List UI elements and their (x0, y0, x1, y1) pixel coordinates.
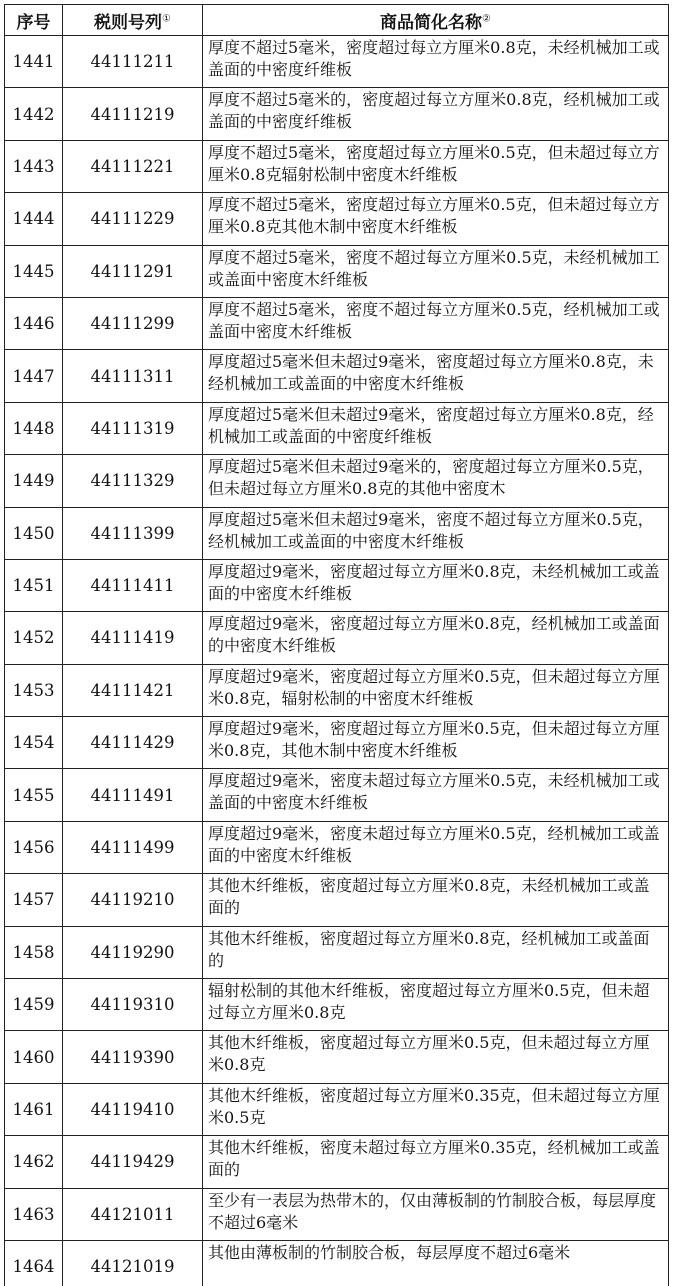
cell-product-name (203, 36, 669, 88)
cell-serial-no: 1441 (5, 36, 63, 88)
cell-tariff-code: 44119290 (63, 926, 203, 978)
cell-tariff-code: 44111211 (63, 36, 203, 88)
cell-product-name (203, 821, 669, 873)
cell-product-name (203, 193, 669, 245)
table-row (5, 664, 669, 716)
cell-serial-no: 1463 (5, 1188, 63, 1240)
table-row (5, 297, 669, 349)
tariff-table (4, 4, 669, 1286)
cell-serial-no: 1452 (5, 612, 63, 664)
cell-tariff-code: 44119210 (63, 874, 203, 926)
cell-product-name (203, 507, 669, 559)
cell-product-name (203, 717, 669, 769)
cell-tariff-code: 44119310 (63, 979, 203, 1031)
footnote-mark-2: ② (482, 12, 491, 24)
cell-product-name (203, 612, 669, 664)
cell-serial-no: 1453 (5, 664, 63, 716)
cell-product-name (203, 1083, 669, 1135)
cell-product-name (203, 402, 669, 454)
cell-tariff-code: 44111219 (63, 88, 203, 140)
cell-serial-no: 1457 (5, 874, 63, 926)
product-name-text: 厚度超过5毫米但未超过9毫米，密度超过每立方厘米0.8克，未经机械加工或盖面的中密度木纤维板 (208, 352, 654, 394)
cell-serial-no: 1447 (5, 350, 63, 402)
cell-product-name (203, 926, 669, 978)
table-row (5, 455, 669, 507)
table-row (5, 36, 669, 88)
cell-product-name (203, 140, 669, 192)
cell-serial-no: 1456 (5, 821, 63, 873)
table-row (5, 874, 669, 926)
product-name-text: 厚度超过9毫米，密度超过每立方厘米0.5克，但未超过每立方厘米0.8克，其他木制中密度木纤维板 (208, 719, 660, 761)
cell-tariff-code: 44111319 (63, 402, 203, 454)
cell-tariff-code: 44111419 (63, 612, 203, 664)
product-name-text: 厚度超过5毫米但未超过9毫米，密度不超过每立方厘米0.5克，经机械加工或盖面的中密度木纤维板 (208, 509, 654, 551)
header-tariff-code-label: 税则号列 (94, 12, 163, 33)
cell-serial-no: 1451 (5, 559, 63, 611)
cell-tariff-code: 44111329 (63, 455, 203, 507)
header-product-name-label: 商品简化名称 (380, 12, 483, 33)
cell-tariff-code: 44121019 (63, 1240, 203, 1286)
product-name-text: 其他木纤维板，密度未超过每立方厘米0.35克，经机械加工或盖面的 (208, 1138, 660, 1180)
cell-serial-no: 1448 (5, 402, 63, 454)
cell-product-name (203, 559, 669, 611)
table-row (5, 717, 669, 769)
table-row (5, 140, 669, 192)
cell-serial-no: 1446 (5, 297, 63, 349)
product-name-text: 厚度超过9毫米，密度超过每立方厘米0.8克，未经机械加工或盖面的中密度木纤维板 (208, 561, 660, 603)
product-name-text: 厚度不超过5毫米，密度超过每立方厘米0.5克，但未超过每立方厘米0.8克其他木制中密度木纤维板 (208, 195, 660, 237)
header-serial-no (5, 5, 63, 36)
cell-tariff-code: 44111229 (63, 193, 203, 245)
cell-serial-no: 1454 (5, 717, 63, 769)
table-body (5, 36, 669, 1286)
cell-product-name (203, 664, 669, 716)
cell-tariff-code: 44111221 (63, 140, 203, 192)
table-row-last (5, 1240, 669, 1286)
product-name-text: 其他木纤维板，密度超过每立方厘米0.5克，但未超过每立方厘米0.8克 (208, 1033, 650, 1075)
cell-tariff-code: 44111399 (63, 507, 203, 559)
cell-product-name (203, 297, 669, 349)
cell-product-name (203, 245, 669, 297)
footnote-mark-1: ① (162, 12, 171, 24)
product-name-text: 厚度不超过5毫米，密度不超过每立方厘米0.5克，未经机械加工或盖面中密度木纤维板 (208, 247, 660, 289)
product-name-text: 厚度不超过5毫米，密度不超过每立方厘米0.5克，经机械加工或盖面中密度木纤维板 (208, 299, 660, 341)
header-product-name (203, 5, 669, 36)
product-name-text: 厚度超过9毫米，密度未超过每立方厘米0.5克，未经机械加工或盖面的中密度木纤维板 (208, 771, 660, 813)
table-row (5, 821, 669, 873)
product-name-text: 辐射松制的其他木纤维板，密度超过每立方厘米0.5克，但未超过每立方厘米0.8克 (208, 981, 650, 1023)
table-row (5, 1188, 669, 1240)
cell-tariff-code: 44111499 (63, 821, 203, 873)
product-name-text: 厚度超过9毫米，密度超过每立方厘米0.5克，但未超过每立方厘米0.8克，辐射松制的中密度木纤维板 (208, 666, 660, 708)
cell-tariff-code: 44119390 (63, 1031, 203, 1083)
cell-tariff-code: 44111429 (63, 717, 203, 769)
table-row (5, 612, 669, 664)
table-row (5, 507, 669, 559)
cell-tariff-code: 44119429 (63, 1136, 203, 1188)
table-header-row (5, 5, 669, 36)
product-name-text: 厚度不超过5毫米，密度超过每立方厘米0.8克，未经机械加工或盖面的中密度纤维板 (208, 38, 660, 79)
cell-product-name (203, 1031, 669, 1083)
product-name-text: 厚度超过5毫米但未超过9毫米，密度超过每立方厘米0.8克，经机械加工或盖面的中密度纤维板 (208, 404, 654, 446)
product-name-text: 其他木纤维板，密度超过每立方厘米0.35克，但未超过每立方厘米0.5克 (208, 1085, 660, 1127)
cell-serial-no: 1445 (5, 245, 63, 297)
cell-serial-no: 1449 (5, 455, 63, 507)
cell-serial-no: 1459 (5, 979, 63, 1031)
product-name-text: 厚度不超过5毫米的，密度超过每立方厘米0.8克，经机械加工或盖面的中密度纤维板 (208, 90, 660, 132)
table-row (5, 88, 669, 140)
table-row (5, 559, 669, 611)
cell-product-name (203, 350, 669, 402)
cell-product-name (203, 88, 669, 140)
product-name-text: 其他木纤维板，密度超过每立方厘米0.8克，未经机械加工或盖面的 (208, 876, 650, 918)
cell-serial-no: 1458 (5, 926, 63, 978)
cell-tariff-code: 44111491 (63, 769, 203, 821)
cell-product-name (203, 455, 669, 507)
cell-tariff-code: 44119410 (63, 1083, 203, 1135)
table-row (5, 1136, 669, 1188)
cell-product-name (203, 979, 669, 1031)
product-name-text: 厚度超过5毫米但未超过9毫米的，密度超过每立方厘米0.5克，但未超过每立方厘米0.8克的其他中密度木 (208, 457, 654, 499)
table-row (5, 193, 669, 245)
product-name-text: 其他木纤维板，密度超过每立方厘米0.8克，经机械加工或盖面的 (208, 928, 650, 970)
table-row (5, 402, 669, 454)
cell-product-name (203, 1240, 669, 1286)
cell-serial-no: 1455 (5, 769, 63, 821)
product-name-text: 厚度不超过5毫米，密度超过每立方厘米0.5克，但未超过每立方厘米0.8克辐射松制中密度木纤维板 (208, 142, 660, 184)
table-row (5, 979, 669, 1031)
cell-product-name (203, 1188, 669, 1240)
table-row (5, 350, 669, 402)
table-row (5, 926, 669, 978)
cell-tariff-code: 44111411 (63, 559, 203, 611)
cell-serial-no: 1462 (5, 1136, 63, 1188)
table-row (5, 769, 669, 821)
product-name-text: 厚度超过9毫米，密度未超过每立方厘米0.5克，经机械加工或盖面的中密度木纤维板 (208, 823, 660, 865)
product-name-text: 其他由薄板制的竹制胶合板，每层厚度不超过6毫米 (208, 1242, 571, 1262)
product-name-text: 厚度超过9毫米，密度超过每立方厘米0.8克，经机械加工或盖面的中密度木纤维板 (208, 614, 660, 656)
cell-serial-no: 1443 (5, 140, 63, 192)
table-row (5, 245, 669, 297)
cell-tariff-code: 44111421 (63, 664, 203, 716)
cell-tariff-code: 44111299 (63, 297, 203, 349)
cell-product-name (203, 1136, 669, 1188)
cell-serial-no: 1460 (5, 1031, 63, 1083)
header-tariff-code (63, 5, 203, 36)
product-name-text: 至少有一表层为热带木的，仅由薄板制的竹制胶合板，每层厚度不超过6毫米 (208, 1190, 657, 1232)
cell-tariff-code: 44121011 (63, 1188, 203, 1240)
cell-tariff-code: 44111311 (63, 350, 203, 402)
cell-product-name (203, 769, 669, 821)
cell-serial-no: 1461 (5, 1083, 63, 1135)
table-row (5, 1031, 669, 1083)
cell-serial-no: 1450 (5, 507, 63, 559)
cell-tariff-code: 44111291 (63, 245, 203, 297)
cell-serial-no: 1442 (5, 88, 63, 140)
cell-product-name (203, 874, 669, 926)
header-serial-no-label: 序号 (16, 12, 51, 33)
table-row (5, 1083, 669, 1135)
cell-serial-no: 1444 (5, 193, 63, 245)
cell-serial-no: 1464 (5, 1240, 63, 1286)
